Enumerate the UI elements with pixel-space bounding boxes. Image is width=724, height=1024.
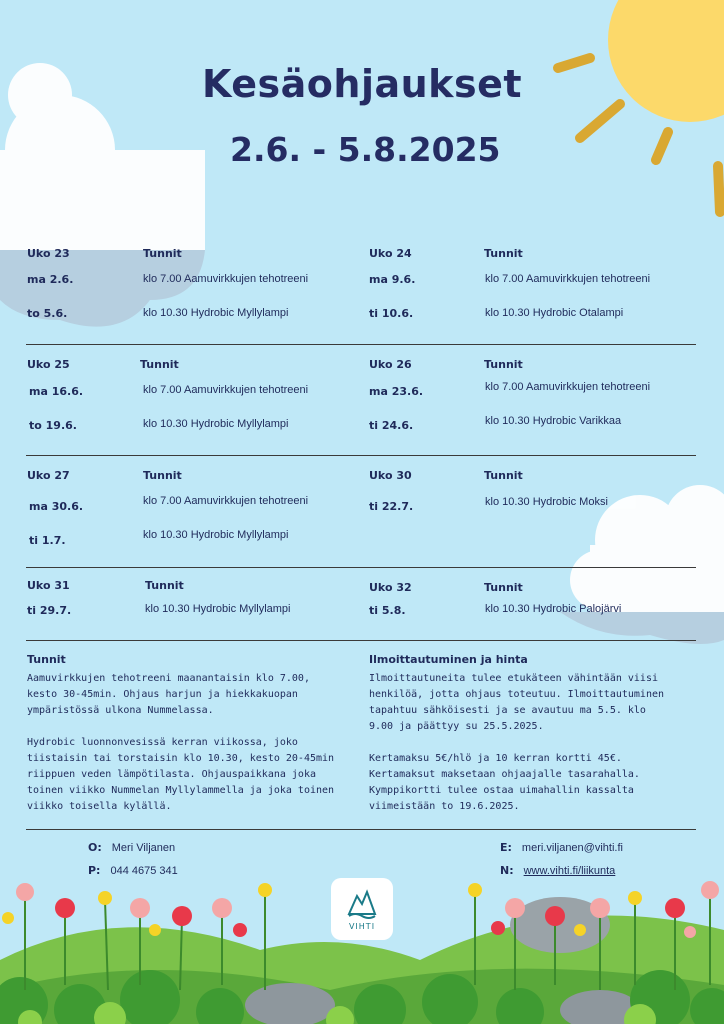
contact-email xyxy=(500,841,623,854)
session-text: klo 10.30 Hydrobic Myllylampi xyxy=(143,529,289,541)
session-text: klo 7.00 Aamuvirkkujen tehotreeni xyxy=(485,273,651,285)
info-text-tunnit xyxy=(27,671,342,831)
week-label: Uko 27 xyxy=(27,469,70,482)
info-text-registration xyxy=(369,671,669,831)
divider xyxy=(26,455,696,456)
day-label: ti 10.6. xyxy=(369,307,414,320)
divider xyxy=(26,829,696,830)
day-label: ma 30.6. xyxy=(29,500,84,513)
day-label: ma 9.6. xyxy=(369,273,416,286)
week-label: Uko 25 xyxy=(27,358,70,371)
column-header: Tunnit xyxy=(143,247,182,260)
day-label: ti 1.7. xyxy=(29,534,66,547)
contact-web xyxy=(500,864,615,877)
column-header: Tunnit xyxy=(484,358,523,371)
week-label: Uko 31 xyxy=(27,579,70,592)
day-label: ti 29.7. xyxy=(27,604,72,617)
day-label: ma 2.6. xyxy=(27,273,74,286)
page-title: Kesäohjaukset xyxy=(201,62,523,106)
day-label: to 5.6. xyxy=(27,307,68,320)
day-label: ti 5.8. xyxy=(369,604,406,617)
column-header: Tunnit xyxy=(484,469,523,482)
week-label: Uko 32 xyxy=(369,581,412,594)
contact-name: Meri Viljanen xyxy=(111,842,176,854)
session-text: klo 10.30 Hydrobic Otalampi xyxy=(485,307,624,319)
column-header: Tunnit xyxy=(484,247,523,260)
day-label: ma 16.6. xyxy=(29,385,84,398)
column-header: Tunnit xyxy=(140,358,179,371)
session-text: klo 7.00 Aamuvirkkujen tehotreeni xyxy=(143,384,309,396)
email-address[interactable]: meri.viljanen@vihti.fi xyxy=(521,842,623,854)
column-header: Tunnit xyxy=(143,469,182,482)
day-label: ma 23.6. xyxy=(369,385,424,398)
info-paragraph: Hydrobic luonnonvesissä kerran viikossa, joko tiistaisin tai torstaisin klo 10.30, kesto 20-45min riippuen veden lämpötilasta. Ohjauspaikkana joka toinen viikko Nummelan Myllylammella ja joka toinen viikko toisella kylällä. xyxy=(27,737,335,812)
divider xyxy=(26,567,696,568)
info-paragraph: Kertamaksu 5€/hlö ja 10 kerran kortti 45€. Kertamaksut maksetaan ohjaajalle tasarahalla. Kymppikortti tulee ostaa uimahallin kassalta viimeistään to 19.6.2025. xyxy=(369,753,640,812)
website-link[interactable]: www.vihti.fi/liikunta xyxy=(523,865,616,877)
contact-label: O: xyxy=(88,841,102,854)
session-text: klo 7.00 Aamuvirkkujen tehotreeni xyxy=(143,495,309,507)
day-label: to 19.6. xyxy=(29,419,77,432)
session-text: klo 10.30 Hydrobic Myllylampi xyxy=(143,307,289,319)
vihti-logo xyxy=(331,878,393,940)
column-header: Tunnit xyxy=(145,579,184,592)
day-label: ti 24.6. xyxy=(369,419,414,432)
session-text: klo 7.00 Aamuvirkkujen tehotreeni xyxy=(485,381,651,393)
week-label: Uko 24 xyxy=(369,247,412,260)
session-text: klo 7.00 Aamuvirkkujen tehotreeni xyxy=(143,273,309,285)
session-text: klo 10.30 Hydrobic Moksi xyxy=(485,496,608,508)
column-header: Tunnit xyxy=(484,581,523,594)
contact-label: P: xyxy=(88,864,101,877)
info-title-tunnit: Tunnit xyxy=(27,653,66,666)
contact-label: N: xyxy=(500,864,514,877)
session-text: klo 10.30 Hydrobic Varikkaa xyxy=(485,415,622,427)
info-paragraph: Aamuvirkkujen tehotreeni maanantaisin klo 7.00, kesto 30-45min. Ohjaus harjun ja hiekkakuopan ympäristössä ulkona Nummelassa. xyxy=(27,673,310,716)
week-label: Uko 26 xyxy=(369,358,412,371)
divider xyxy=(26,640,696,641)
phone-number: 044 4675 341 xyxy=(110,865,178,877)
date-range: 2.6. - 5.8.2025 xyxy=(230,130,501,169)
info-paragraph: Ilmoittautuneita tulee etukäteen vähintään viisi henkilöä, jotta ohjaus toteutuu. Ilmoittautuminen tapahtuu sähköisesti ja se avautuu ma 5.5. klo 9.00 ja päättyy su 25.5.2025. xyxy=(369,673,665,732)
session-text: klo 10.30 Hydrobic Myllylampi xyxy=(145,603,291,615)
divider xyxy=(26,344,696,345)
contact-organizer xyxy=(88,841,175,854)
contact-phone xyxy=(88,864,178,877)
contact-label: E: xyxy=(500,841,512,854)
session-text: klo 10.30 Hydrobic Myllylampi xyxy=(143,418,289,430)
week-label: Uko 30 xyxy=(369,469,412,482)
logo-text: VIHTI xyxy=(348,922,376,931)
info-title-registration: Ilmoittautuminen ja hinta xyxy=(369,653,528,666)
week-label: Uko 23 xyxy=(27,247,70,260)
session-text: klo 10.30 Hydrobic Palojärvi xyxy=(485,603,622,615)
day-label: ti 22.7. xyxy=(369,500,414,513)
